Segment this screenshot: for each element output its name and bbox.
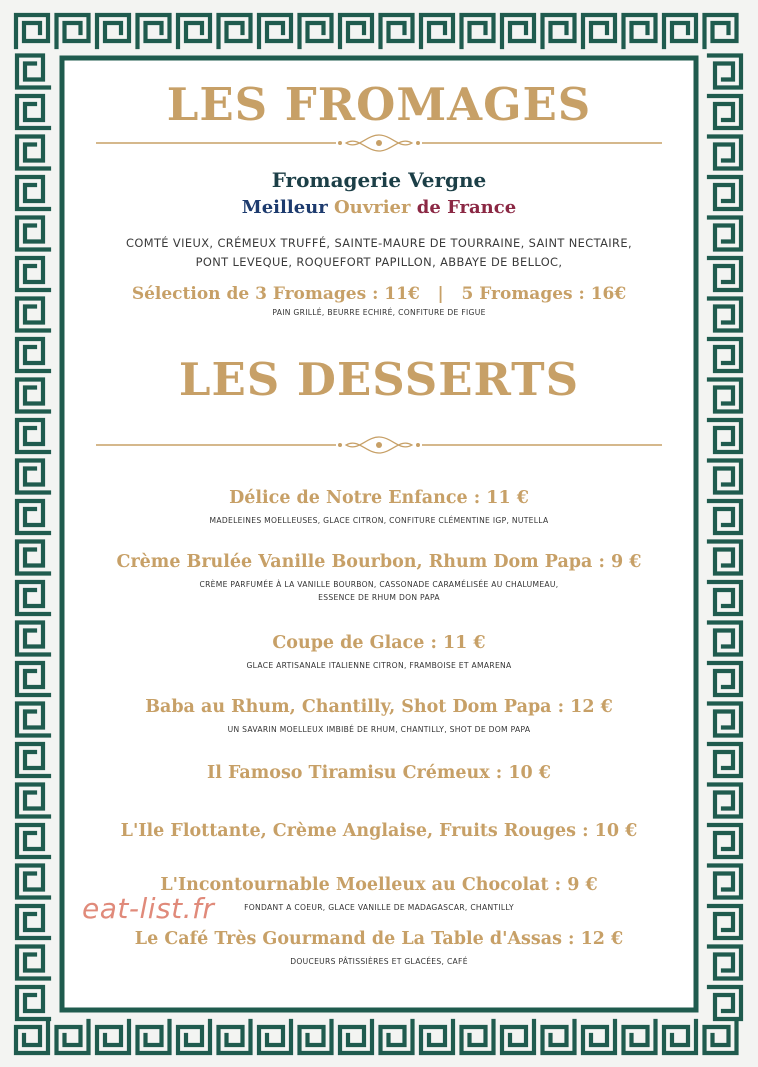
- ornament-divider: [96, 132, 662, 154]
- fromages-title: LES FROMAGES: [166, 78, 592, 131]
- dessert-item-title: Crème Brulée Vanille Bourbon, Rhum Dom Papa : 9 €: [116, 552, 642, 572]
- dessert-item-desc: ESSENCE DE RHUM DON PAPA: [318, 593, 440, 602]
- cheese-selection-price: [66, 286, 692, 303]
- cheese-list-line: COMTÉ VIEUX, CRÉMEUX TRUFFÉ, SAINTE-MAURE DE TOURRAINE, SAINT NECTAIRE,: [126, 236, 632, 250]
- cheese-list: [66, 234, 692, 272]
- dessert-item-title: Le Café Très Gourmand de La Table d'Assas : 12 €: [134, 929, 624, 949]
- dessert-item-title: Coupe de Glace : 11 €: [272, 633, 486, 653]
- dessert-item-title: Il Famoso Tiramisu Crémeux : 10 €: [207, 763, 551, 783]
- dessert-item-desc: MADELEINES MOELLEUSES, GLACE CITRON, CONFITURE CLÉMENTINE IGP, NUTELLA: [209, 516, 549, 525]
- ornament-divider: [96, 434, 662, 456]
- mof-word-3: de France: [416, 197, 517, 218]
- dessert-item-title: L'Incontournable Moelleux au Chocolat : 9 €: [160, 875, 598, 895]
- dessert-item-title: Délice de Notre Enfance : 11 €: [229, 488, 529, 508]
- cheese-list-line: PONT LEVEQUE, ROQUEFORT PAPILLON, ABBAYE DE BELLOC,: [195, 255, 563, 269]
- watermark: eat-list.fr: [82, 892, 215, 925]
- desserts-title: LES DESSERTS: [178, 353, 580, 406]
- dessert-item-title: Baba au Rhum, Chantilly, Shot Dom Papa : 12 €: [145, 697, 613, 717]
- dessert-item-desc: DOUCEURS PÂTISSIÈRES ET GLACÉES, CAFÉ: [290, 957, 468, 966]
- cheese-shop-name: Fromagerie Vergne: [271, 168, 487, 192]
- mof-word-1: Meilleur: [241, 197, 328, 218]
- cheese-selection-desc: PAIN GRILLÉ, BEURRE ECHIRÉ, CONFITURE DE FIGUE: [272, 308, 486, 317]
- dessert-item-desc: FONDANT A COEUR, GLACE VANILLE DE MADAGASCAR, CHANTILLY: [244, 903, 514, 912]
- dessert-item-desc: UN SAVARIN MOELLEUX IMBIBÉ DE RHUM, CHANTILLY, SHOT DE DOM PAPA: [227, 725, 531, 734]
- dessert-item-desc: GLACE ARTISANALE ITALIENNE CITRON, FRAMBOISE ET AMARENA: [246, 661, 512, 670]
- selection-5: 5 Fromages : 16€: [461, 284, 627, 304]
- mof-word-2: Ouvrier: [334, 197, 411, 218]
- selection-separator: |: [437, 284, 444, 304]
- menu-content: [66, 62, 692, 1006]
- selection-3: Sélection de 3 Fromages : 11€: [131, 284, 420, 304]
- mof-title: [66, 199, 692, 217]
- dessert-item-desc: CRÈME PARFUMÉE À LA VANILLE BOURBON, CASSONADE CARAMÉLISÉE AU CHALUMEAU,: [199, 580, 559, 589]
- dessert-item-title: L'Ile Flottante, Crème Anglaise, Fruits Rouges : 10 €: [120, 821, 638, 841]
